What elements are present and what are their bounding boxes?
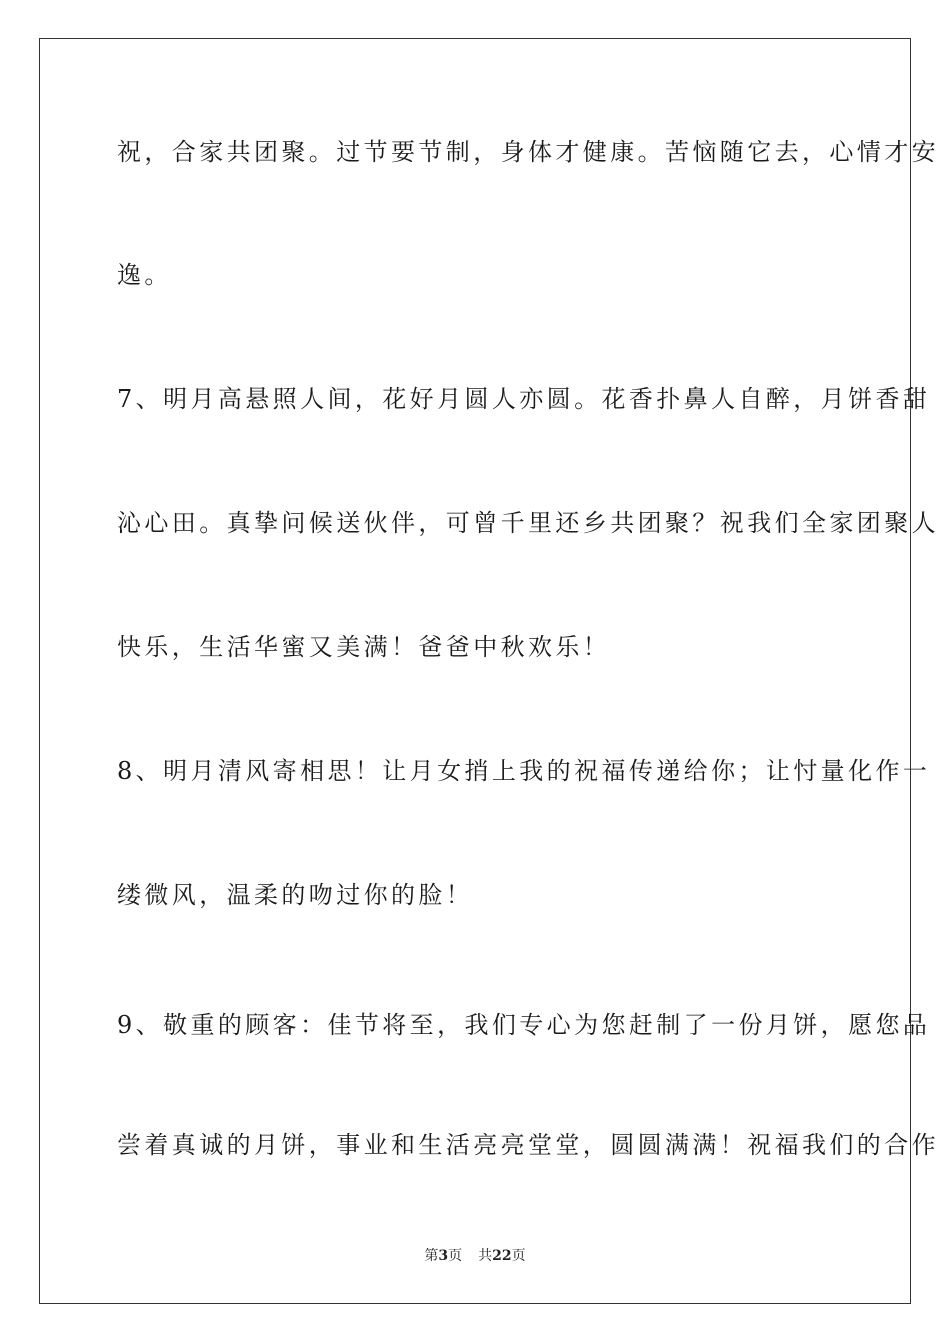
footer-prefix: 第	[424, 1248, 439, 1264]
total-page-count: 22	[492, 1248, 512, 1264]
body-text-line: 9、敬重的顾客：佳节将至，我们专心为您赶制了一份月饼，愿您品	[117, 1011, 931, 1039]
body-text-line: 祝，合家共团聚。过节要节制，身体才健康。苦恼随它去，心情才安	[117, 138, 939, 166]
body-text-line: 逸。	[117, 261, 172, 289]
body-text-line: 快乐，生活华蜜又美满！爸爸中秋欢乐！	[117, 633, 611, 661]
body-text-line: 缕微风，温柔的吻过你的脸！	[117, 881, 474, 909]
page-number-footer	[0, 1247, 950, 1265]
body-text-line: 尝着真诚的月饼，事业和生活亮亮堂堂，圆圆满满！祝福我们的合作	[117, 1131, 939, 1159]
footer-total-suffix: 页	[511, 1248, 526, 1264]
current-page-number: 3	[438, 1248, 449, 1264]
footer-page-suffix: 页	[448, 1248, 463, 1264]
body-text-line: 8、明月清风寄相思！让月女捎上我的祝福传递给你；让忖量化作一	[117, 757, 931, 785]
footer-total-prefix: 共	[478, 1248, 493, 1264]
body-text-line: 沁心田。真挚问候送伙伴，可曾千里还乡共团聚？祝我们全家团聚人	[117, 509, 939, 537]
page-border	[39, 38, 939, 1304]
body-text-line: 7、明月高悬照人间，花好月圆人亦圆。花香扑鼻人自醉，月饼香甜	[117, 385, 931, 413]
